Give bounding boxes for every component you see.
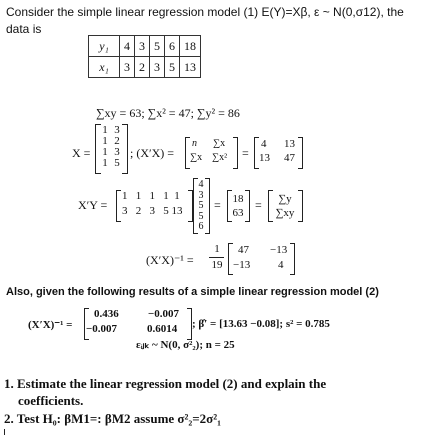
question-1: 1. Estimate the linear regression model (2) and explain the [4,376,327,391]
inverse1-cell: −13 [270,244,288,256]
equals-sign: = [255,198,262,212]
table-row-y [89,36,201,57]
xtx-sym-cell: ∑x [190,152,203,163]
sums-line: ∑xy = 63; ∑x² = 47; ∑y² = 86 [96,106,240,120]
y-vector: 4 3 5 5 6 [198,179,204,232]
row-label-y: y₁ [89,36,120,57]
inverse1-label: (X′X)⁻¹ = [146,253,194,267]
inverse1-cell: 4 [278,259,284,271]
model2-cell: 0.436 [94,308,119,320]
xt-row2: 3 2 3 5 13 [122,205,183,217]
table-cell: 13 [180,57,201,78]
x-matrix-col2: 3 2 3 5 [114,124,120,169]
x-matrix-label: X = [72,146,91,160]
xty-sym-right-bracket [298,190,303,222]
table-cell: 3 [135,36,150,57]
xtx-sym-cell: ∑x [213,138,226,149]
inverse1-right-bracket [290,243,295,275]
intro-text: Consider the simple linear regression model (1) E(Y)=Xβ, ε ~ N(0,σ12), the data is [6,5,404,36]
x-matrix-col1: 1 1 1 1 [102,124,108,169]
model2-cell: −0.007 [86,323,118,335]
table-cell: 18 [180,36,201,57]
xty-sym: ∑y ∑xy [275,193,295,219]
inverse1-numerator: 1 [214,243,220,255]
question-2: 2. Test H₀: βM1=: βM2 assume σ²₂=2σ²₁ [4,411,222,426]
row-label-x: x₁ [89,57,120,78]
y-right-bracket [205,178,210,234]
model2-beta: ; β̂′ = [13.63 −0.08]; s² = 0.785 [192,318,330,330]
xty-result: 18 63 [232,193,244,219]
table-cell: 6 [165,36,180,57]
table-cell: 2 [135,57,150,78]
xt-row1: 1 1 1 1 1 [122,190,180,202]
table-cell: 5 [150,36,165,57]
text-cursor [4,429,5,435]
table-cell: 5 [165,57,180,78]
xtx-num-cell: 4 [261,138,267,150]
inverse1-cell: 47 [238,244,249,256]
xty-label: X′Y = [78,198,108,212]
model2-inverse-label: (X′X)⁻¹ = [28,319,73,331]
model2-distribution: εᵢⱼₖ ~ N(0, σ²₂); n = 25 [136,339,235,351]
table-cell: 3 [150,57,165,78]
equals-sign: = [242,146,249,160]
model2-cell: 0.6014 [147,323,178,335]
also-text: Also, given the following results of a simple linear regression model (2) [6,286,379,298]
table-cell: 4 [120,36,135,57]
xtx-sym-cell: n [192,138,197,149]
xt-left-bracket [116,190,121,222]
inverse1-denominator: 19 [211,259,223,271]
xty-result-right-bracket [245,190,250,222]
fraction-bar [209,257,224,258]
xtx-num-right-bracket [298,137,303,169]
equals-sign: = [214,198,221,212]
question-1-cont: coefficients. [18,393,84,408]
xtx-num-cell: 47 [284,152,295,164]
table-row-x [89,57,201,78]
table-cell: 3 [120,57,135,78]
xtx-sym-right-bracket [233,137,238,169]
xtx-num-cell: 13 [284,138,295,150]
xtx-label: ; (X′X) = [130,146,175,160]
x-matrix-right-bracket [122,124,128,174]
inverse1-cell: −13 [233,259,251,271]
xtx-sym-cell: ∑x² [212,152,228,163]
xtx-num-cell: 13 [259,152,270,164]
model2-cell: −0.007 [148,308,180,320]
data-table [88,35,201,78]
